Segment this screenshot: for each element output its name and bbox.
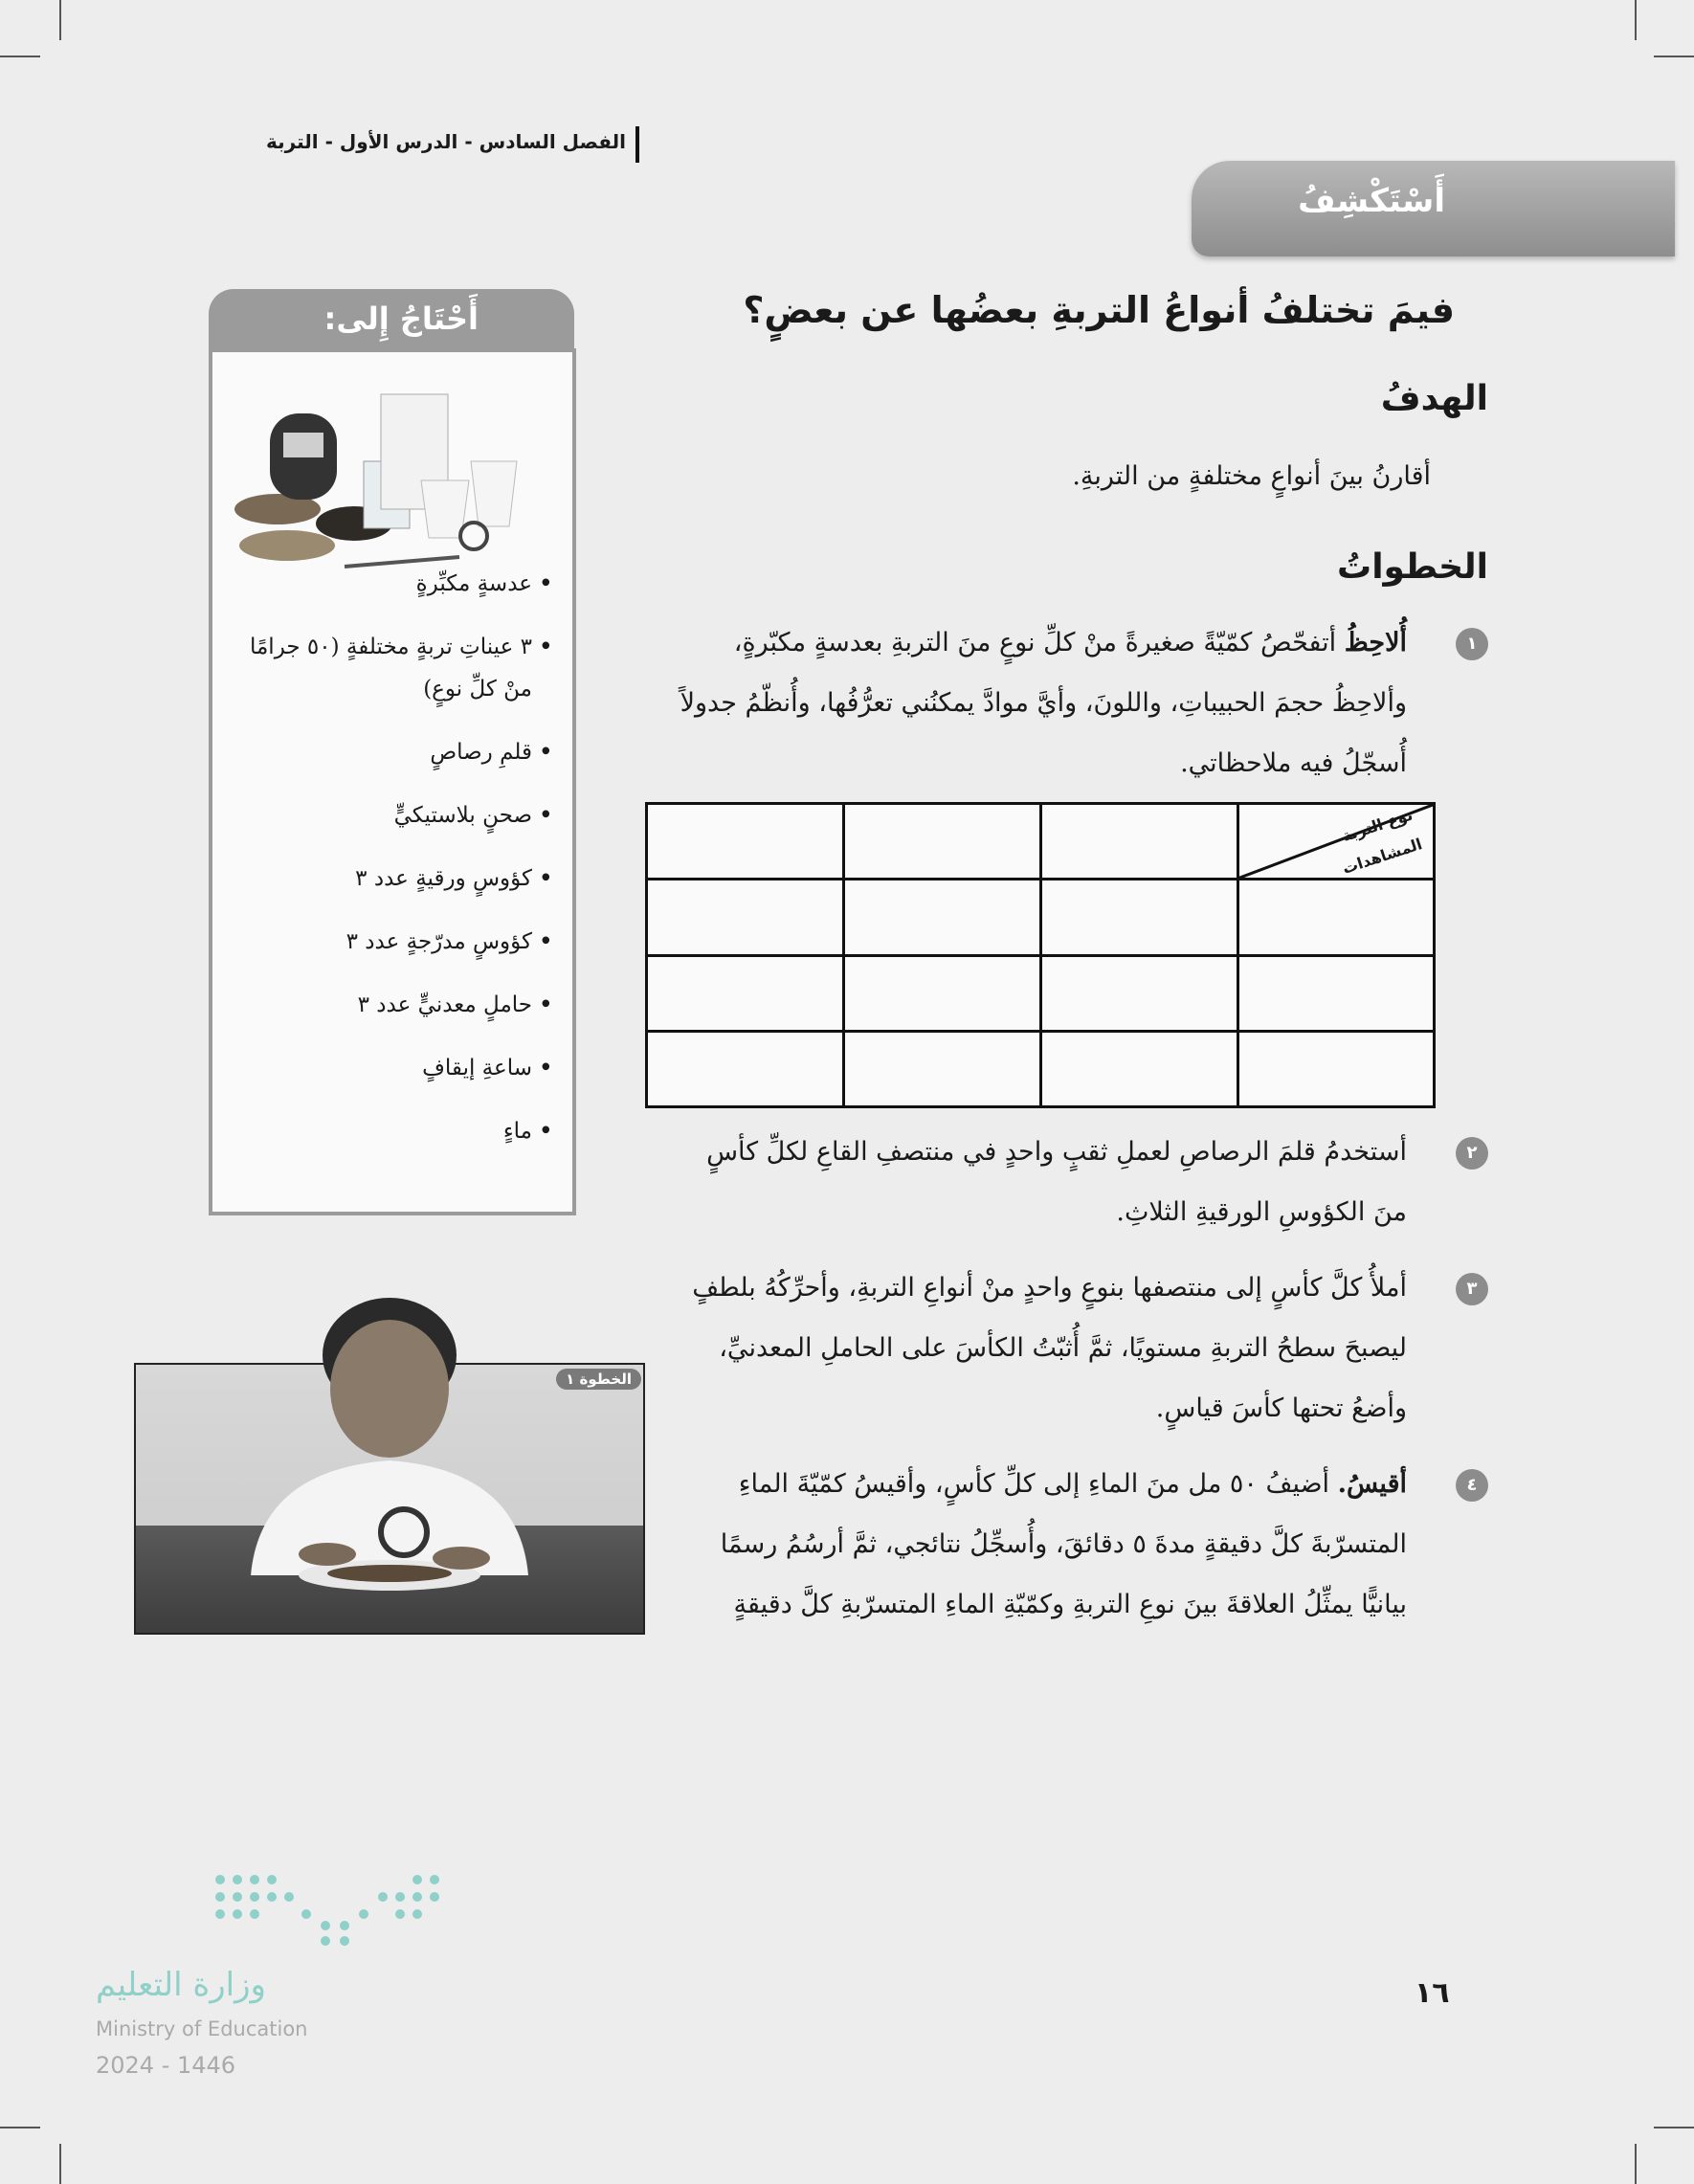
section-tab	[1192, 161, 1675, 256]
header-observations: المشاهدات	[1339, 835, 1424, 878]
step-1-text	[670, 613, 1407, 793]
step-4-lead: أقيسُ.	[1337, 1469, 1407, 1499]
materials-list	[228, 563, 553, 1173]
header-divider	[635, 126, 639, 163]
observation-table	[645, 802, 1436, 1108]
list-item: • حاملٍ معدنيٍّ عدد ٣	[228, 984, 553, 1026]
step-number: ٢	[1456, 1137, 1488, 1170]
crop-mark	[59, 0, 61, 40]
crop-mark	[1635, 2144, 1637, 2184]
table-cell[interactable]	[1041, 880, 1238, 955]
materials-tab	[209, 289, 574, 350]
table-cell[interactable]	[844, 1031, 1041, 1106]
list-item: • ٣ عيناتِ تربةٍ مختلفةٍ (٥٠ جرامًا منْ كلِّ نوعٍ)	[228, 626, 553, 710]
step-number: ٣	[1456, 1273, 1488, 1305]
table-cell[interactable]	[844, 804, 1041, 880]
table-cell[interactable]	[647, 880, 844, 955]
list-item: • كؤوسٍ مدرّجةٍ عدد ٣	[228, 921, 553, 963]
ministry-logo-dots	[211, 1868, 450, 1950]
list-item: • ماءٍ	[228, 1110, 553, 1152]
crop-mark	[59, 2144, 61, 2184]
step-1-lead: أُلاحِظُ	[1344, 628, 1407, 657]
table-cell[interactable]	[647, 1031, 844, 1106]
crop-mark	[0, 56, 40, 57]
header-soil-type: نوع التربة	[1339, 805, 1415, 846]
page-number: ١٦	[1415, 1976, 1450, 2010]
step-4-text	[670, 1454, 1407, 1635]
crop-mark	[1654, 56, 1694, 57]
list-item: • قلمِ رصاصٍ	[228, 731, 553, 773]
table-cell[interactable]	[1041, 804, 1238, 880]
goal-heading: الهدفُ	[1380, 379, 1488, 418]
crop-mark	[0, 2127, 40, 2128]
steps-heading: الخطواتُ	[1337, 547, 1488, 587]
list-item: • صحنٍ بلاستيكيٍّ	[228, 794, 553, 836]
table-cell[interactable]	[647, 955, 844, 1031]
step-1-body: أتفحّصُ كمّيّةً صغيرةً منْ كلِّ نوعٍ منَ التربةِ بعدسةٍ مكبّرةٍ، وألاحِظُ حجمَ الحبيباتِ، واللونَ، وأيَّ موادَّ يمكنُني تعرُّفُها، وأُنظّمُ جدولاً أُسجّلُ فيه ملاحظاتي.	[680, 628, 1407, 778]
ministry-name-en: Ministry of Education	[96, 2017, 308, 2040]
goal-text: أقارنُ بينَ أنواعٍ مختلفةٍ من التربةِ.	[1072, 461, 1431, 491]
step-photo	[134, 1363, 645, 1635]
table-header-cell	[1238, 804, 1435, 880]
materials-title: أَحْتَاجُ إِلى:	[323, 301, 479, 337]
step-2-text: أستخدمُ قلمَ الرصاصِ لعملِ ثقبٍ واحدٍ في منتصفِ القاعِ لكلِّ كأسٍ منَ الكؤوسِ الورقيةِ الثلاثِ.	[706, 1137, 1407, 1227]
section-tab-label: أَسْتَكْشِفُ	[1298, 182, 1445, 220]
ministry-name-ar: وزارة التعليم	[96, 1966, 266, 2004]
table-cell[interactable]	[1238, 1031, 1435, 1106]
crop-mark	[1654, 2127, 1694, 2128]
step-number: ٤	[1456, 1469, 1488, 1502]
step-3-text: أملأُ كلَّ كأسٍ إلى منتصفها بنوعٍ واحدٍ منْ أنواعِ التربةِ، وأحرِّكُهُ بلطفٍ ليصبحَ سطحُ التربةِ مستويًا، ثمَّ أُثبّتُ الكأسَ على الحاملِ المعدنيِّ، وأضعُ تحتها كأسَ قياسٍ.	[692, 1273, 1407, 1423]
materials-panel	[209, 348, 576, 1215]
step-number: ١	[1456, 628, 1488, 660]
edition-year: 2024 - 1446	[96, 2052, 236, 2079]
list-item: • ساعةِ إيقافٍ	[228, 1047, 553, 1089]
table-cell[interactable]	[647, 804, 844, 880]
table-cell[interactable]	[1041, 955, 1238, 1031]
table-cell[interactable]	[1238, 880, 1435, 955]
crop-mark	[1635, 0, 1637, 40]
boy-illustration	[136, 1288, 643, 1633]
table-cell[interactable]	[844, 880, 1041, 955]
page-title: فيمَ تختلفُ أنواعُ التربةِ بعضُها عن بعضٍ؟	[743, 289, 1455, 331]
list-item: • كؤوسٍ ورقيةٍ عدد ٣	[228, 858, 553, 900]
list-item: • عدسةٍ مكبِّرةٍ	[228, 563, 553, 605]
step-4-body: أضيفُ ٥٠ مل منَ الماءِ إلى كلِّ كأسٍ، وأقيسُ كمّيّةَ الماءِ المتسرّبةَ كلَّ دقيقةٍ مدةَ ٥ دقائقَ، وأُسجِّلُ نتائجي، ثمَّ أرسُمُ رسمًا بيانيًّا يمثِّلُ العلاقةَ بينَ نوعِ التربةِ وكمّيّةِ الماءِ المتسرّبةِ كلَّ دقيقةٍ	[720, 1469, 1407, 1619]
breadcrumb: الفصل السادس - الدرس الأول - التربة	[266, 130, 626, 153]
table-cell[interactable]	[1238, 955, 1435, 1031]
table-cell[interactable]	[1041, 1031, 1238, 1106]
photo-step-label: الخطوة ١	[556, 1369, 641, 1390]
table-cell[interactable]	[844, 955, 1041, 1031]
materials-image	[220, 366, 565, 576]
